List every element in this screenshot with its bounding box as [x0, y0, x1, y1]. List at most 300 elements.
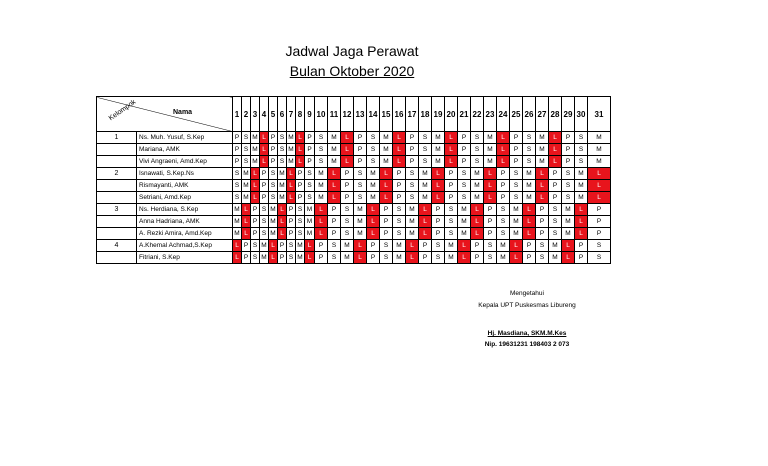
shift-cell: L — [393, 132, 406, 144]
shift-cell: P — [575, 240, 588, 252]
shift-cell: M — [380, 144, 393, 156]
shift-cell: L — [278, 228, 287, 240]
position-text: Kepala UPT Puskesmas Libureng — [478, 302, 576, 309]
shift-cell: S — [380, 252, 393, 264]
shift-cell: L — [575, 216, 588, 228]
shift-cell: L — [588, 180, 611, 192]
shift-cell: M — [458, 228, 471, 240]
group-cell — [97, 156, 137, 168]
shift-cell: S — [588, 252, 611, 264]
shift-cell: S — [251, 240, 260, 252]
shift-cell: S — [242, 156, 251, 168]
shift-cell: L — [432, 180, 445, 192]
nurse-name-cell: Isnawati, S.Kep.Ns — [137, 168, 233, 180]
shift-cell: M — [287, 144, 296, 156]
shift-cell: L — [445, 132, 458, 144]
shift-cell: P — [588, 216, 611, 228]
shift-cell: P — [549, 192, 562, 204]
shift-cell: L — [233, 252, 242, 264]
shift-cell: L — [242, 216, 251, 228]
shift-cell: P — [497, 168, 510, 180]
shift-cell: S — [575, 144, 588, 156]
shift-cell: M — [305, 228, 315, 240]
shift-cell: M — [510, 216, 523, 228]
shift-cell: P — [406, 156, 419, 168]
shift-cell: M — [328, 156, 341, 168]
shift-cell: P — [269, 156, 278, 168]
shift-cell: M — [380, 132, 393, 144]
shift-cell: M — [510, 204, 523, 216]
shift-cell: S — [406, 192, 419, 204]
shift-cell: L — [305, 252, 315, 264]
nama-label: Nama — [173, 109, 193, 116]
shift-cell: S — [305, 192, 315, 204]
shift-cell: M — [296, 252, 305, 264]
table-row — [97, 216, 611, 228]
shift-cell: M — [575, 168, 588, 180]
shift-cell: P — [287, 204, 296, 216]
signer-nip: Nip. 19631231 198403 2 073 — [484, 341, 570, 348]
shift-cell: S — [341, 204, 354, 216]
shift-cell: S — [471, 132, 484, 144]
shift-cell: P — [523, 252, 536, 264]
shift-cell: S — [406, 168, 419, 180]
shift-cell: M — [269, 216, 278, 228]
shift-cell: S — [260, 204, 269, 216]
shift-cell: L — [432, 168, 445, 180]
nurse-name-cell: Ns. Herdiana, S.Kep — [137, 204, 233, 216]
day-header: 16 — [393, 97, 406, 132]
shift-cell: P — [562, 144, 575, 156]
shift-cell: P — [471, 252, 484, 264]
shift-cell: L — [233, 240, 242, 252]
shift-cell: S — [484, 252, 497, 264]
nurse-name-cell: Setriani, Amd.Kep — [137, 192, 233, 204]
shift-cell: S — [458, 192, 471, 204]
shift-cell: L — [471, 228, 484, 240]
shift-cell: L — [242, 204, 251, 216]
nurse-name-cell: A.Khemal Achmad,S.Kep — [137, 240, 233, 252]
shift-cell: P — [233, 156, 242, 168]
shift-cell: M — [242, 168, 251, 180]
shift-cell: P — [315, 252, 328, 264]
shift-cell: L — [549, 132, 562, 144]
shift-cell: P — [575, 252, 588, 264]
shift-cell: S — [523, 132, 536, 144]
shift-cell: M — [588, 132, 611, 144]
shift-cell: L — [575, 204, 588, 216]
shift-cell: M — [523, 168, 536, 180]
shift-cell: S — [287, 240, 296, 252]
shift-cell: L — [315, 216, 328, 228]
day-header: 18 — [419, 97, 432, 132]
table-row — [97, 228, 611, 240]
shift-cell: M — [305, 204, 315, 216]
shift-cell: P — [432, 216, 445, 228]
shift-cell: S — [497, 228, 510, 240]
shift-cell: S — [278, 156, 287, 168]
schedule-table — [96, 96, 611, 264]
shift-cell: L — [471, 216, 484, 228]
shift-cell: M — [328, 144, 341, 156]
shift-cell: M — [260, 252, 269, 264]
shift-cell: S — [233, 180, 242, 192]
header-row — [97, 97, 611, 132]
shift-cell: M — [523, 192, 536, 204]
day-header: 13 — [354, 97, 367, 132]
shift-cell: S — [484, 240, 497, 252]
shift-cell: P — [260, 168, 269, 180]
shift-cell: P — [510, 156, 523, 168]
shift-cell: P — [233, 144, 242, 156]
shift-cell: M — [484, 144, 497, 156]
shift-cell: S — [497, 216, 510, 228]
shift-cell: S — [419, 156, 432, 168]
shift-cell: P — [296, 192, 305, 204]
shift-cell: P — [536, 204, 549, 216]
shift-cell: M — [575, 180, 588, 192]
shift-cell: M — [536, 156, 549, 168]
shift-cell: L — [315, 204, 328, 216]
shift-cell: S — [367, 144, 380, 156]
shift-cell: L — [536, 192, 549, 204]
shift-cell: L — [341, 144, 354, 156]
shift-cell: L — [523, 216, 536, 228]
shift-cell: P — [341, 192, 354, 204]
subtitle-text: Bulan Oktober 2020 — [289, 63, 415, 79]
day-header: 19 — [432, 97, 445, 132]
shift-cell: S — [305, 180, 315, 192]
shift-cell: S — [269, 180, 278, 192]
group-cell: 1 — [97, 132, 137, 144]
shift-cell: L — [549, 144, 562, 156]
signer-name: Hj. Masdiana, SKM.M.Kes — [487, 330, 567, 337]
shift-cell: L — [278, 204, 287, 216]
shift-cell: S — [269, 168, 278, 180]
shift-cell: M — [471, 168, 484, 180]
shift-cell: P — [354, 132, 367, 144]
shift-cell: P — [341, 168, 354, 180]
shift-cell: M — [269, 228, 278, 240]
shift-cell: S — [260, 228, 269, 240]
shift-cell: P — [296, 180, 305, 192]
shift-cell: M — [458, 216, 471, 228]
shift-cell: M — [419, 168, 432, 180]
shift-cell: P — [278, 240, 287, 252]
shift-cell: L — [562, 240, 575, 252]
shift-cell: L — [315, 228, 328, 240]
shift-cell: M — [419, 180, 432, 192]
day-header: 20 — [445, 97, 458, 132]
shift-cell: M — [497, 240, 510, 252]
shift-cell: S — [471, 156, 484, 168]
shift-cell: L — [445, 144, 458, 156]
shift-cell: S — [315, 132, 328, 144]
shift-cell: L — [287, 192, 296, 204]
shift-cell: S — [278, 144, 287, 156]
shift-cell: S — [562, 180, 575, 192]
shift-cell: L — [380, 180, 393, 192]
shift-cell: L — [328, 192, 341, 204]
shift-cell: M — [269, 204, 278, 216]
shift-cell: S — [419, 144, 432, 156]
shift-cell: P — [287, 216, 296, 228]
shift-cell: L — [484, 180, 497, 192]
shift-cell: P — [536, 228, 549, 240]
day-header: 4 — [260, 97, 269, 132]
shift-cell: M — [393, 252, 406, 264]
shift-cell: L — [510, 240, 523, 252]
shift-cell: M — [260, 240, 269, 252]
shift-cell: M — [278, 180, 287, 192]
shift-cell: S — [315, 144, 328, 156]
day-header: 15 — [380, 97, 393, 132]
shift-cell: M — [341, 252, 354, 264]
day-header: 10 — [315, 97, 328, 132]
table-row — [97, 240, 611, 252]
shift-cell: M — [315, 180, 328, 192]
shift-cell: M — [445, 240, 458, 252]
shift-cell: S — [242, 144, 251, 156]
shift-cell: M — [315, 168, 328, 180]
shift-cell: S — [315, 156, 328, 168]
shift-cell: L — [497, 132, 510, 144]
shift-cell: M — [251, 156, 260, 168]
shift-cell: M — [445, 252, 458, 264]
day-header: 28 — [549, 97, 562, 132]
shift-cell: P — [536, 216, 549, 228]
shift-cell: P — [393, 192, 406, 204]
shift-cell: P — [393, 168, 406, 180]
day-header: 31 — [588, 97, 611, 132]
shift-cell: L — [419, 228, 432, 240]
shift-cell: P — [458, 156, 471, 168]
shift-cell: L — [510, 252, 523, 264]
shift-cell: M — [328, 132, 341, 144]
shift-cell: L — [575, 228, 588, 240]
shift-cell: S — [341, 216, 354, 228]
shift-cell: S — [536, 240, 549, 252]
shift-cell: S — [549, 228, 562, 240]
shift-cell: S — [296, 228, 305, 240]
shift-cell: L — [588, 168, 611, 180]
shift-cell: L — [380, 168, 393, 180]
shift-cell: M — [242, 180, 251, 192]
shift-cell: M — [341, 240, 354, 252]
day-header: 14 — [367, 97, 380, 132]
shift-cell: L — [278, 216, 287, 228]
shift-cell: P — [367, 240, 380, 252]
shift-cell: S — [471, 144, 484, 156]
shift-cell: M — [233, 228, 242, 240]
shift-cell: L — [305, 240, 315, 252]
shift-cell: L — [260, 132, 269, 144]
shift-cell: S — [341, 228, 354, 240]
shift-cell: S — [251, 252, 260, 264]
shift-cell: S — [367, 132, 380, 144]
shift-cell: L — [341, 156, 354, 168]
shift-cell: M — [278, 192, 287, 204]
shift-cell: P — [328, 216, 341, 228]
shift-cell: P — [305, 144, 315, 156]
shift-cell: P — [328, 228, 341, 240]
day-header: 29 — [562, 97, 575, 132]
day-header: 26 — [523, 97, 536, 132]
shift-cell: P — [296, 168, 305, 180]
shift-cell: P — [588, 204, 611, 216]
shift-cell: P — [549, 168, 562, 180]
shift-cell: S — [393, 216, 406, 228]
shift-cell: M — [549, 252, 562, 264]
shift-cell: M — [305, 216, 315, 228]
shift-cell: P — [406, 144, 419, 156]
shift-cell: S — [296, 216, 305, 228]
nurse-name-cell: Rismayanti, AMK — [137, 180, 233, 192]
shift-cell: P — [260, 180, 269, 192]
shift-cell: L — [242, 228, 251, 240]
shift-cell: S — [575, 156, 588, 168]
shift-cell: L — [523, 204, 536, 216]
shift-cell: P — [497, 180, 510, 192]
group-cell: 4 — [97, 240, 137, 252]
shift-cell: P — [380, 216, 393, 228]
mengetahui-text: Mengetahui — [510, 290, 544, 297]
shift-cell: L — [588, 192, 611, 204]
shift-cell: P — [406, 132, 419, 144]
shift-cell: P — [305, 156, 315, 168]
shift-cell: S — [242, 132, 251, 144]
shift-cell: P — [523, 240, 536, 252]
shift-cell: S — [233, 192, 242, 204]
shift-cell: S — [354, 168, 367, 180]
shift-cell: L — [432, 192, 445, 204]
shift-cell: P — [549, 180, 562, 192]
shift-cell: S — [367, 156, 380, 168]
shift-cell: M — [588, 156, 611, 168]
table-row — [97, 252, 611, 264]
day-header: 1 — [233, 97, 242, 132]
shift-cell: L — [251, 180, 260, 192]
shift-cell: S — [523, 156, 536, 168]
shift-cell: L — [393, 156, 406, 168]
shift-cell: L — [445, 156, 458, 168]
nurse-name-cell: Fitriani, S.Kep — [137, 252, 233, 264]
shift-cell: M — [562, 216, 575, 228]
shift-cell: S — [287, 252, 296, 264]
day-header: 5 — [269, 97, 278, 132]
shift-cell: L — [406, 252, 419, 264]
day-header: 30 — [575, 97, 588, 132]
shift-cell: S — [432, 252, 445, 264]
shift-cell: S — [523, 144, 536, 156]
shift-cell: P — [367, 252, 380, 264]
shift-cell: P — [242, 252, 251, 264]
shift-cell: P — [233, 132, 242, 144]
shift-cell: P — [484, 204, 497, 216]
shift-cell: M — [523, 180, 536, 192]
day-header: 2 — [242, 97, 251, 132]
group-cell — [97, 216, 137, 228]
shift-cell: P — [269, 144, 278, 156]
shift-cell: M — [484, 156, 497, 168]
shift-cell: P — [419, 240, 432, 252]
day-header: 24 — [497, 97, 510, 132]
shift-cell: M — [419, 192, 432, 204]
shift-cell: L — [287, 180, 296, 192]
shift-cell: P — [269, 132, 278, 144]
group-cell — [97, 228, 137, 240]
nurse-name-cell: A. Rezki Amira, Amd.Kep — [137, 228, 233, 240]
shift-cell: P — [251, 228, 260, 240]
shift-cell: M — [242, 192, 251, 204]
nurse-name-cell: Ns. Muh. Yusuf, S.Kep — [137, 132, 233, 144]
shift-cell: M — [562, 228, 575, 240]
shift-cell: L — [328, 168, 341, 180]
day-header: 3 — [251, 97, 260, 132]
shift-cell: M — [549, 240, 562, 252]
shift-cell: S — [575, 132, 588, 144]
shift-cell: P — [562, 132, 575, 144]
shift-cell: L — [458, 240, 471, 252]
day-header: 25 — [510, 97, 523, 132]
shift-cell: P — [432, 204, 445, 216]
shift-cell: M — [588, 144, 611, 156]
shift-cell: S — [510, 180, 523, 192]
shift-cell: M — [406, 216, 419, 228]
shift-cell: M — [536, 144, 549, 156]
shift-cell: L — [341, 132, 354, 144]
shift-cell: M — [471, 180, 484, 192]
shift-cell: L — [562, 252, 575, 264]
shift-cell: M — [432, 156, 445, 168]
shift-cell: S — [393, 228, 406, 240]
shift-cell: L — [269, 252, 278, 264]
group-cell — [97, 144, 137, 156]
shift-cell: M — [432, 132, 445, 144]
shift-cell: P — [393, 180, 406, 192]
shift-cell: M — [367, 168, 380, 180]
shift-cell: L — [523, 228, 536, 240]
shift-cell: P — [380, 228, 393, 240]
shift-cell: P — [445, 168, 458, 180]
shift-cell: L — [497, 144, 510, 156]
shift-cell: S — [278, 132, 287, 144]
shift-cell: M — [315, 192, 328, 204]
shift-cell: M — [432, 144, 445, 156]
shift-cell: M — [287, 132, 296, 144]
group-cell: 2 — [97, 168, 137, 180]
shift-cell: P — [242, 240, 251, 252]
shift-cell: S — [549, 204, 562, 216]
shift-cell: L — [549, 156, 562, 168]
shift-cell: M — [575, 192, 588, 204]
shift-cell: S — [233, 168, 242, 180]
day-header: 21 — [458, 97, 471, 132]
day-header: 12 — [341, 97, 354, 132]
shift-cell: L — [260, 156, 269, 168]
day-header: 9 — [305, 97, 315, 132]
shift-cell: L — [484, 168, 497, 180]
shift-cell: P — [562, 156, 575, 168]
group-cell — [97, 180, 137, 192]
shift-cell: P — [341, 180, 354, 192]
shift-cell: M — [406, 204, 419, 216]
shift-cell: P — [251, 204, 260, 216]
shift-cell: S — [354, 180, 367, 192]
shift-cell: L — [354, 240, 367, 252]
shift-cell: P — [354, 144, 367, 156]
shift-cell: M — [251, 144, 260, 156]
